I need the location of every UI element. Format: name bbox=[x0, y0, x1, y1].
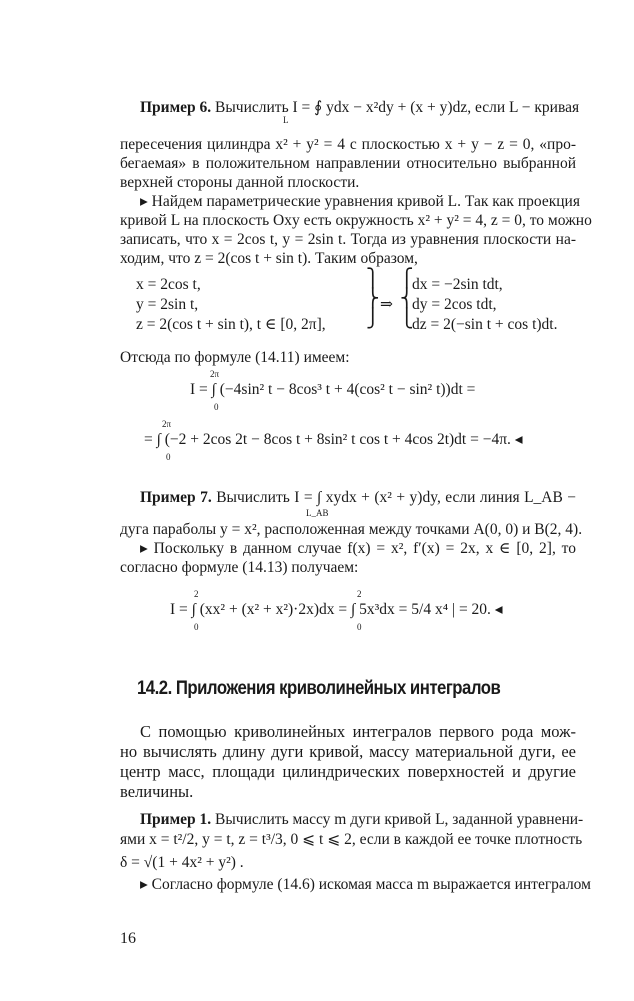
text-line bbox=[120, 763, 576, 781]
text-line bbox=[120, 559, 576, 577]
line-text: ▸ Поскольку в данном случае f(x) = x², f′(x) = 2x, x ∈ [0, 2], то bbox=[140, 540, 576, 557]
text-line bbox=[120, 854, 576, 872]
system-left-2: y = 2sin t, bbox=[136, 296, 199, 313]
system-right-2: dy = 2cos tdt, bbox=[412, 296, 497, 313]
lower-limit: 0 bbox=[194, 622, 199, 632]
text-line bbox=[120, 155, 576, 173]
line-text: С помощью криволинейных интегралов первого рода мож- bbox=[140, 722, 576, 741]
formula-integral-3: I = ∫ (xx² + (x² + x²)·2x)dx = ∫ 5x³dx = 5/4 x⁴ | = 20. ◂ bbox=[170, 601, 503, 618]
lower-limit: 0 bbox=[357, 622, 362, 632]
integral-subscript: L bbox=[283, 115, 289, 125]
line-text: дуга параболы y = x², расположенная между точками A(0, 0) и B(2, 4). bbox=[120, 521, 583, 538]
text-line bbox=[120, 212, 592, 230]
line-text: но вычислять длину дуги кривой, массу материальной дуги, ее bbox=[120, 742, 576, 761]
text-line bbox=[120, 250, 576, 268]
text-line bbox=[140, 99, 579, 117]
line-text: ▸ Найдем параметрические уравнения кривой L. Так как проекция bbox=[140, 193, 580, 210]
example-label: Пример 7. bbox=[140, 489, 212, 506]
line-text: величины. bbox=[120, 782, 194, 801]
text-line bbox=[120, 743, 576, 761]
line-text: верхней стороны данной плоскости. bbox=[120, 174, 360, 191]
lower-limit: 0 bbox=[214, 402, 219, 412]
text-line bbox=[120, 136, 576, 154]
line-text: согласно формуле (14.13) получаем: bbox=[120, 559, 359, 576]
implies-arrow: ⇒ bbox=[380, 296, 393, 313]
lower-limit: 0 bbox=[166, 452, 171, 462]
line-text: ходим, что z = 2(cos t + sin t). Таким образом, bbox=[120, 250, 418, 267]
formula-integral-1: I = ∫ (−4sin² t − 8cos³ t + 4(cos² t − sin² t))dt = bbox=[190, 381, 476, 398]
system-left-3: z = 2(cos t + sin t), t ∈ [0, 2π], bbox=[136, 316, 326, 333]
section-heading: 14.2. Приложения криволинейных интегралов bbox=[137, 677, 501, 699]
line-text: ями x = t²/2, y = t, z = t³/3, 0 ⩽ t ⩽ 2, если в каждой ее точке плотность bbox=[120, 831, 583, 848]
text-line bbox=[140, 811, 583, 829]
example-label: Пример 6. bbox=[140, 99, 212, 116]
line-text: кривой L на плоскость Oxy есть окружность x² + y² = 4, z = 0, то можно bbox=[120, 212, 592, 229]
page-number: 16 bbox=[120, 930, 136, 947]
system-right-3: dz = 2(−sin t + cos t)dt. bbox=[412, 316, 558, 333]
integral-subscript: L_AB bbox=[306, 508, 329, 518]
text-line bbox=[140, 489, 576, 507]
text-line bbox=[120, 521, 582, 539]
upper-limit: 2 bbox=[194, 589, 199, 599]
example-label: Пример 1. bbox=[140, 811, 212, 828]
text-line bbox=[120, 174, 576, 192]
upper-limit: 2 bbox=[357, 589, 362, 599]
system-left-1: x = 2cos t, bbox=[136, 276, 201, 293]
text-line bbox=[120, 349, 576, 367]
upper-limit: 2π bbox=[210, 369, 220, 379]
line-text: центр масс, площади цилиндрических поверхностей и другие bbox=[120, 762, 576, 781]
line-text: записать, что x = 2cos t, y = 2sin t. Тогда из уравнения плоскости на- bbox=[120, 231, 576, 248]
text-line bbox=[120, 231, 576, 249]
text-line bbox=[140, 723, 576, 741]
text-line bbox=[140, 193, 580, 211]
text-line bbox=[120, 783, 576, 801]
formula-integral-2: = ∫ (−2 + 2cos 2t − 8cos t + 8sin² t cos t + 4cos 2t)dt = −4π. ◂ bbox=[144, 431, 523, 448]
system-right-1: dx = −2sin tdt, bbox=[412, 276, 503, 293]
right-bracket: ⎫ ⎬ ⎭ bbox=[366, 268, 380, 328]
line-text: пересечения цилиндра x² + y² = 4 с плоскостью x + y − z = 0, «про- bbox=[120, 136, 576, 153]
line-text: Вычислить массу m дуги кривой L, заданной уравнени- bbox=[211, 811, 584, 828]
line-text: Отсюда по формуле (14.11) имеем: bbox=[120, 349, 350, 366]
line-text: Вычислить I = ∫ xydx + (x² + y)dy, если линия L_AB − bbox=[211, 489, 577, 506]
text-line bbox=[120, 831, 582, 849]
left-brace: ⎧ ⎨ ⎩ bbox=[400, 268, 414, 328]
text-line bbox=[140, 876, 591, 894]
line-text: δ = √(1 + 4x² + y²) . bbox=[120, 854, 244, 871]
text-line bbox=[140, 540, 576, 558]
upper-limit: 2π bbox=[162, 419, 172, 429]
line-text: бегаемая» в положительном направлении относительно выбранной bbox=[120, 155, 576, 172]
line-text: Вычислить I = ∮ ydx − x²dy + (x + y)dz, если L − кривая bbox=[211, 99, 580, 116]
line-text: ▸ Согласно формуле (14.6) искомая масса m выражается интегралом bbox=[140, 876, 591, 893]
